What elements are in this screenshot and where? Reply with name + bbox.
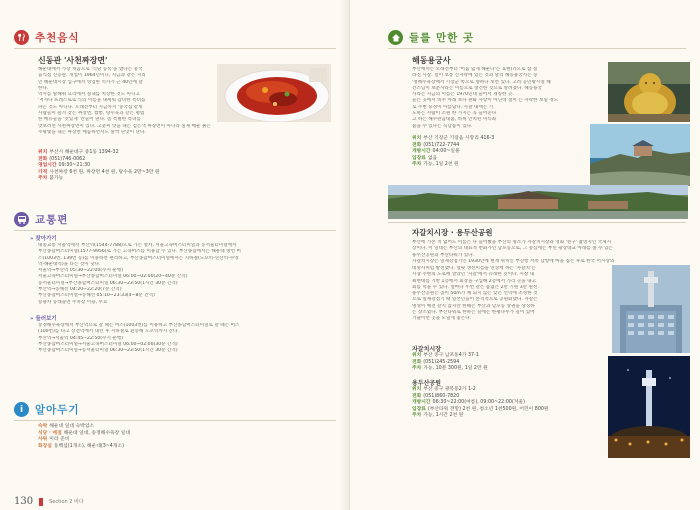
info-row [38, 170, 338, 177]
info-row [412, 149, 612, 156]
text-line: 스(1003번, 139번 등)를 이용하면 편리하고, 부산종합버스터미널에서는 지하철(노포역-연산역-수영 [38, 255, 239, 261]
text-line: 음식점 신동관. 개업이 1964년이니, 지금과 같은 지리 [38, 73, 146, 79]
bus-icon [14, 212, 29, 227]
info-row [38, 444, 338, 451]
info-key: 영업시간 [38, 163, 57, 169]
house-icon [388, 30, 403, 45]
info-value: (051)746-0062 [49, 156, 86, 162]
page-number: 130 [14, 496, 34, 507]
info-value: 부산 중구 남포동4가 37-1 [423, 353, 479, 358]
info-value: 가능, 1시간 2천 원 [423, 413, 464, 419]
info-row [38, 431, 338, 438]
busan-tower-photo [612, 265, 690, 353]
info-row [412, 162, 612, 169]
info-value: 06:30~22:00(여름), 09:00~22:00(겨울) [432, 400, 525, 406]
text-line: 시장 주변의 도로에 깔았던 '자갈'에서 유래한 것이다. 시장 내 [412, 272, 535, 278]
text-line: 최현대를 기반 1층에서 회장을 구입해 2층에서 가리 곳을 내고 [412, 278, 537, 284]
sights-section-title: 들를 만한 곳 [409, 32, 475, 44]
text-line: 거슬이면 곳을 노닐게 좋은다. [412, 316, 472, 322]
text-line: 용두산공원은 높이 50m가 채 되지 않는 낮은 언덕에 조성한 것 [412, 291, 538, 297]
noodle-photo [217, 64, 331, 122]
info-value: 사천짜장 6천 원, 짜장면 4천 원, 탕수육 2만~3만 원 [49, 169, 160, 175]
find-description [38, 243, 338, 309]
info-value: 04:00~일몰 [432, 149, 460, 155]
transport-section-title: 교통편 [35, 214, 69, 226]
text-line: 용두산공원과 부산타워가 있다. [412, 252, 475, 258]
temple-coast-photo [590, 124, 690, 186]
text-line: 회를 먹을 수 있다. 얼마나 두번 같은 품없은 2만 기원 3만 원선. [412, 284, 539, 290]
text-line: 는 장소였다. 부산타워로 한하는 길에는 한평나무가 길이 있어 [412, 310, 535, 316]
text-line: 장이다. 이 일대는 부산의 대표적 번화가인 남포동으로, 그 중심에는 부민 광장대교 아래를 볼 수 있는 [412, 246, 613, 252]
text-line: 승용차 동래졸면 주차장 이용, 무료 [38, 299, 108, 305]
info-value: 부산 중구 광복동2가 1-2 [423, 387, 476, 392]
text-line: 부산종합버스터미널→서울고속버스터미널 06:00~02:00(30분 간격) [38, 341, 178, 347]
info-key: 입장료 [412, 155, 426, 161]
text-line: 사라는 지금의 이름은 1970년대 들어서 개칭한 곳. [412, 92, 514, 98]
text-line: 역-해운대역)을 타는 것이 낫다. [38, 261, 101, 267]
info-key: 개방시간 [412, 149, 431, 155]
info-value: 해운대 일대 숙박업소 [49, 424, 95, 429]
info-value: (051)722-7744 [423, 142, 460, 148]
jagalchi-description-top [412, 240, 686, 266]
info-value: 09:30~21:30 [58, 163, 91, 169]
temple-info-list [412, 136, 612, 169]
info-key: 숙박 [38, 424, 48, 429]
temple-subtitle: 해동용궁사 [412, 56, 451, 65]
info-row [38, 176, 338, 183]
text-line: 부산종합버스터미널→동서울터미널 06:30~23:50(1시간 30분 간격) [38, 348, 178, 354]
jagalchi-title: 자갈치시장 [412, 346, 441, 353]
sights-section-header [388, 30, 474, 45]
text-line: 자갈치시장은 일제강점기인 1930년에 현재 위치인 부산항 서쪽 남항에 마을 집은 후로 한국 어시장의 [412, 258, 615, 264]
info-key: 입장료 [412, 406, 426, 412]
info-key: 샤워 [38, 437, 48, 443]
info-value: 동백섬(1개소), 해운대(3~4개소) [53, 443, 124, 449]
around-description [38, 323, 338, 357]
info-value: (부산타워 전망) 2천 원, 청소년 1천500원, 어린이 800원 [427, 406, 549, 412]
right-page [350, 0, 700, 510]
info-row [412, 387, 622, 394]
info-row [412, 353, 612, 360]
text-line: (100번)를 타고 장전역에서 내린 후 지하철로 환승해 노포역까지 간다. [38, 329, 179, 335]
find-title: » 찾아가기 [30, 234, 57, 242]
food-section-header [14, 30, 80, 45]
info-key: 전화 [38, 156, 48, 162]
text-line: 한다. [38, 85, 49, 91]
divider [14, 48, 336, 49]
notes-info-list [38, 424, 338, 450]
info-row [412, 400, 622, 407]
jagalchi-info-list [412, 353, 612, 373]
text-line: 고 하는 해수관음대불, 바위 안치된 미륵좌 [412, 117, 497, 123]
info-row [38, 150, 338, 157]
footer-bar [39, 498, 43, 506]
text-line: '저자나 프레스토로'식의 이름을 내세워 갑녀한 특녀를 [38, 98, 146, 104]
text-line: 불을 수 있다는 득남불이 있다. [412, 123, 473, 129]
text-line: 역사를 말해줘 요리에서 실내를 치장한 것도 아니고 [38, 92, 140, 98]
text-line: 파는 것도 아니다. 오래전부터 지금까지 '중국집'같게 [38, 104, 143, 110]
temple-panorama-photo [388, 185, 688, 219]
info-value: 부산시 해운대구 중1동 1394-32 [49, 150, 119, 155]
info-row [412, 413, 622, 420]
info-key: 식당 · 매점 [38, 430, 62, 436]
fork-knife-icon [14, 30, 29, 45]
info-key: 개방시간 [412, 400, 431, 406]
text-line: 부산종합버스터미널→동해선 05:10~23:33(4~8분 간격) [38, 293, 155, 299]
info-key: 위치 [412, 136, 422, 141]
text-line: 맛보려면 사천짜장면이 있다. 고춧씨 맛을 내는 검은색 짜장면이 아니라 실제 매운 붉은 [38, 123, 211, 129]
food-subtitle: 신동관 '사천짜장면' [38, 56, 108, 65]
divider [388, 48, 686, 49]
park-title: 용두산공원 [412, 380, 441, 387]
info-key: 주차 [412, 413, 422, 419]
busan-tower-night-photo [608, 356, 690, 458]
info-key: 전화 [412, 359, 422, 365]
notes-section-header [14, 402, 80, 417]
jagalchi-subtitle: 자갈치시장 · 용두산공원 [412, 228, 493, 237]
info-key: 위치 [38, 150, 48, 155]
info-key: 전화 [412, 142, 422, 148]
info-value: 해운대 일대, 송정해수욕장 일대 [63, 430, 131, 436]
footer-section: Section 2 바다 [49, 499, 84, 505]
text-line: 송정해수욕장에서 부산역으로 갈 때는 버스(1003번)를 이용하고 부산종합버스터미널로 갈 때는 버스 [38, 323, 240, 328]
text-line: 서울역→부산역 05:30~22:00(수시 운행) [38, 268, 124, 274]
info-value: 없음 [427, 155, 438, 161]
jagalchi-description-bottom [412, 266, 608, 338]
text-line: 부산에 가본 적 없어도 이름은 다 들어봤을 부산의 명소가 자갈치시장과 영화 '친구' 촬영지인 국제시 [412, 240, 612, 245]
info-value: 부산 기장군 기장읍 시랑리 416-3 [423, 136, 495, 141]
info-value: (051)245-2594 [423, 359, 460, 365]
around-title: » 둘러보기 [30, 314, 57, 322]
temple-description [412, 67, 612, 133]
text-line: 서울고속버스터미널→부산종합버스터미널 06:00~02:00(20~40분 간격) [38, 274, 188, 280]
info-key: 주차 [38, 176, 48, 182]
page-footer [14, 496, 84, 507]
info-key: 주차 [412, 366, 422, 372]
info-key: 위치 [412, 387, 422, 392]
info-icon: i [14, 402, 29, 417]
info-key: 가격 [38, 169, 48, 175]
transport-section-header [14, 212, 68, 227]
text-line: 인 해운대시장 입구에서 영업한 역사가 근 40년에 달 [38, 79, 143, 85]
text-line: 들은 곳에서 비주 아래 보다 판화 사랑이 아닌데 절이 든 자락한 보일 정도 [412, 98, 559, 104]
food-info-list [38, 150, 338, 183]
text-line: 로 주변 풍경이 아름답다. 사찰 내에는 기 [412, 104, 494, 110]
buddha-statue-photo [608, 62, 690, 122]
divider [14, 230, 336, 231]
text-line: 도하는 사람이 소원 한 가지는 꼭 들어준다 [412, 111, 497, 117]
divider [388, 222, 686, 223]
text-line: 명성이 예전 같지 않지만 한때는 부산과 남포동 상권을 상징하 [412, 303, 535, 309]
info-value: (051)860-7820 [423, 393, 460, 399]
divider [14, 420, 336, 421]
text-line: 동서울터미널→부산종합버스터미널 06:30~23:50(1시간 30분 간격) [38, 280, 178, 286]
park-info-list [412, 387, 622, 420]
info-value: 가능, 1일 2천 원 [423, 162, 459, 168]
text-line: 주황빛을 내는 짜장면 매콤하면서도 살짝 단맛이 난다. [38, 129, 146, 135]
text-line: 한 메뉴들을 '맛있게' 만들어 낸다. 좀 특별한 특녀를 [38, 117, 141, 123]
text-line: 부산역→서울역 04:45~22:50(수시 운행) [38, 335, 124, 341]
info-key: 전화 [412, 393, 422, 399]
info-row [38, 163, 338, 170]
food-section-title: 추천음식 [35, 32, 80, 44]
text-line: 라진 사찰. 절이 보통 산자락에 있는 것과 달리 해동용궁사는 송 [412, 73, 538, 79]
text-line: 사람들이 즐겨 찾는 짜장면, 짬뽕, 탕수육과 같은 평범 [38, 111, 145, 117]
text-line: 대중교통 서울역에서 부산역(1544-7788)으로 가는 열차, 서울고속버스터미널과 동서울터미널에서 [38, 243, 237, 248]
info-row [412, 136, 612, 143]
text-line: 건스님이 보문사라는 이름으로 창건한 것으로 알려졌다. 해동용궁 [412, 85, 543, 91]
text-line: 해운대에서 가장 처음으로 '식당 등록'을 했다는 중국 [38, 67, 143, 72]
info-value: 미라 준비 [49, 437, 70, 443]
info-key: 화장실 [38, 443, 52, 449]
text-line: 부산종합버스터미널(1577-9956)로 가는 고속버스를 이용할 수 있다. 부산종합에서는 해운대 방면 버 [38, 249, 241, 255]
info-row [38, 424, 338, 431]
notes-section-title: 알아두기 [35, 404, 80, 416]
text-line: 대명사처럼 발전했다. 얼핏 생선이름을 연상케 하는 '자갈치'는 [412, 266, 536, 271]
info-row [38, 437, 338, 444]
text-line: 으로 일제강점기 때 일본인들이 본격적으로 공원화했다. 자갈은 [412, 297, 538, 303]
info-value: 가능, 10분 300원, 1일 2만 원 [423, 366, 488, 372]
text-line: 부산역→동해선 04:20~22:20(7분 간격) [38, 287, 122, 293]
text-line: 부산에서는 오래전부터 '어둠 넓게 해운다'는 표현(?)으로 참 절 [412, 67, 538, 72]
info-value: 불가능 [49, 176, 64, 182]
text-line: '정해수욕장에서 기장군 쪽으로 향하다 보면 있다. 고려 공민왕시절 해 [412, 79, 551, 85]
info-key: 위치 [412, 353, 422, 358]
info-key: 주차 [412, 162, 422, 168]
info-row [412, 366, 612, 373]
